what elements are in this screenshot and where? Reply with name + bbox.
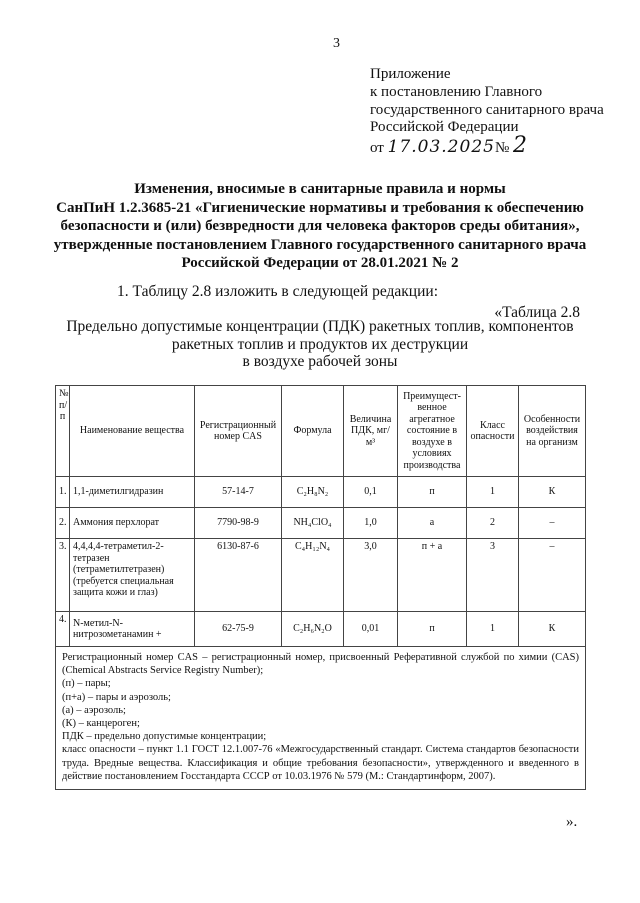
note: (а) – аэрозоль; bbox=[62, 704, 126, 716]
closing-quote: ». bbox=[566, 814, 578, 830]
cell: 0,1 bbox=[344, 477, 398, 508]
caption-line: в воздухе рабочей зоны bbox=[242, 353, 398, 370]
cell: п bbox=[398, 612, 467, 647]
cell: 1,1-диметилгидразин bbox=[70, 477, 195, 508]
header-cell: Преимущест-венное агрегатное состояние в воздухе в условиях производства bbox=[398, 386, 467, 477]
cell: 62-75-9 bbox=[195, 612, 282, 647]
header-cell: Формула bbox=[282, 386, 344, 477]
appendix-line: Приложение bbox=[370, 66, 451, 82]
cell: а bbox=[398, 508, 467, 539]
cell: п + а bbox=[398, 539, 467, 612]
cell: 3,0 bbox=[344, 539, 398, 612]
number-sign: № bbox=[494, 140, 510, 157]
header-cell: № п/п bbox=[56, 386, 70, 477]
cell: 1 bbox=[467, 612, 519, 647]
header-cell: Особенности воздействия на организм bbox=[519, 386, 586, 477]
handwritten-number: 2 bbox=[513, 133, 529, 159]
caption-line: ракетных топлив и продуктов их деструкции bbox=[171, 335, 469, 353]
date-prefix: от bbox=[370, 140, 384, 157]
document-title bbox=[40, 180, 600, 273]
table-notes-row bbox=[56, 647, 586, 790]
item-text: 1. Таблицу 2.8 изложить в следующей редакции: bbox=[117, 283, 438, 300]
note: класс опасности – пункт 1.1 ГОСТ 12.1.007-76 «Межгосударственный стандарт. Система стандартов безопасности труда. Вредные вещества. Классификация и общие требования безопасности», утвержденного и введенного в действие постановлением Госстандарта СССР от 10.03.1976 № 579 (М.: Стандартинформ, 2007). bbox=[62, 744, 579, 782]
cell: C₂H₈N₂ bbox=[282, 477, 344, 508]
title-line: Российской Федерации от 28.01.2021 № 2 bbox=[181, 255, 459, 271]
page-number: 3 bbox=[333, 36, 340, 51]
table-row bbox=[56, 477, 586, 508]
cell: 1,0 bbox=[344, 508, 398, 539]
notes-cell bbox=[56, 647, 586, 790]
cell: К bbox=[519, 477, 586, 508]
cell: К bbox=[519, 612, 586, 647]
note: (К) – канцероген; bbox=[62, 718, 140, 730]
cell: 6130-87-6 bbox=[195, 539, 282, 612]
caption-line: Предельно допустимые концентрации (ПДК) ракетных топлив, компонентов bbox=[66, 318, 574, 335]
appendix-line: государственного санитарного врача bbox=[370, 101, 604, 118]
appendix-block bbox=[370, 66, 604, 158]
header-cell: Регистрационный номер CAS bbox=[195, 386, 282, 477]
cell: 0,01 bbox=[344, 612, 398, 647]
appendix-line: к постановлению Главного bbox=[370, 83, 543, 100]
cell: 2. bbox=[56, 508, 70, 539]
cell: Аммония перхлорат bbox=[70, 508, 195, 539]
table-row bbox=[56, 508, 586, 539]
cell: NH₄ClO₄ bbox=[282, 508, 344, 539]
appendix-line: Российской Федерации bbox=[370, 119, 519, 136]
cell: – bbox=[519, 508, 586, 539]
header-cell: Класс опасности bbox=[467, 386, 519, 477]
cell: 2 bbox=[467, 508, 519, 539]
cell: – bbox=[519, 539, 586, 612]
title-line: СанПиН 1.2.3685-21 «Гигиенические нормативы и требования к обеспечению bbox=[56, 199, 584, 216]
handwritten-date: 17.03.2025 bbox=[387, 137, 495, 158]
table-header-row bbox=[56, 386, 586, 477]
cell: 7790-98-9 bbox=[195, 508, 282, 539]
cell: 3. bbox=[56, 539, 70, 612]
table-row bbox=[56, 612, 586, 647]
cell: п bbox=[398, 477, 467, 508]
note: (п+а) – пары и аэрозоль; bbox=[62, 691, 171, 703]
cell: C₄H₁₂N₄ bbox=[282, 539, 344, 612]
table-label: «Таблица 2.8 bbox=[494, 304, 580, 321]
cell: C₂H₆N₂O bbox=[282, 612, 344, 647]
table-row bbox=[56, 539, 586, 612]
note: (п) – пары; bbox=[62, 678, 111, 690]
cell: 1. bbox=[56, 477, 70, 508]
cell: 4,4,4,4-тетраметил-2-тетразен (тетраметилтетразен) (требуется специальная защита кожи и глаз) bbox=[70, 539, 195, 612]
note: Регистрационный номер CAS – регистрационный номер, присвоенный Реферативной службой по химии (CAS) (Chemical Abstracts Service Registry Number); bbox=[62, 652, 579, 677]
cell: 57-14-7 bbox=[195, 477, 282, 508]
cell: 4. bbox=[56, 612, 70, 647]
header-cell: Наименование вещества bbox=[70, 386, 195, 477]
note: ПДК – предельно допустимые концентрации; bbox=[62, 731, 267, 743]
header-cell: Величина ПДК, мг/м³ bbox=[344, 386, 398, 477]
appendix-date-line bbox=[370, 133, 604, 159]
title-line: утвержденные постановлением Главного государственного санитарного врача bbox=[53, 236, 587, 253]
title-line: Изменения, вносимые в санитарные правила и нормы bbox=[134, 181, 506, 197]
cell: N-метил-N-нитрозометанамин + bbox=[70, 612, 195, 647]
cell: 1 bbox=[467, 477, 519, 508]
pdk-table bbox=[55, 385, 586, 790]
cell: 3 bbox=[467, 539, 519, 612]
title-line: безопасности и (или) безвредности для человека факторов среды обитания», bbox=[60, 218, 580, 234]
table-caption bbox=[60, 318, 580, 371]
